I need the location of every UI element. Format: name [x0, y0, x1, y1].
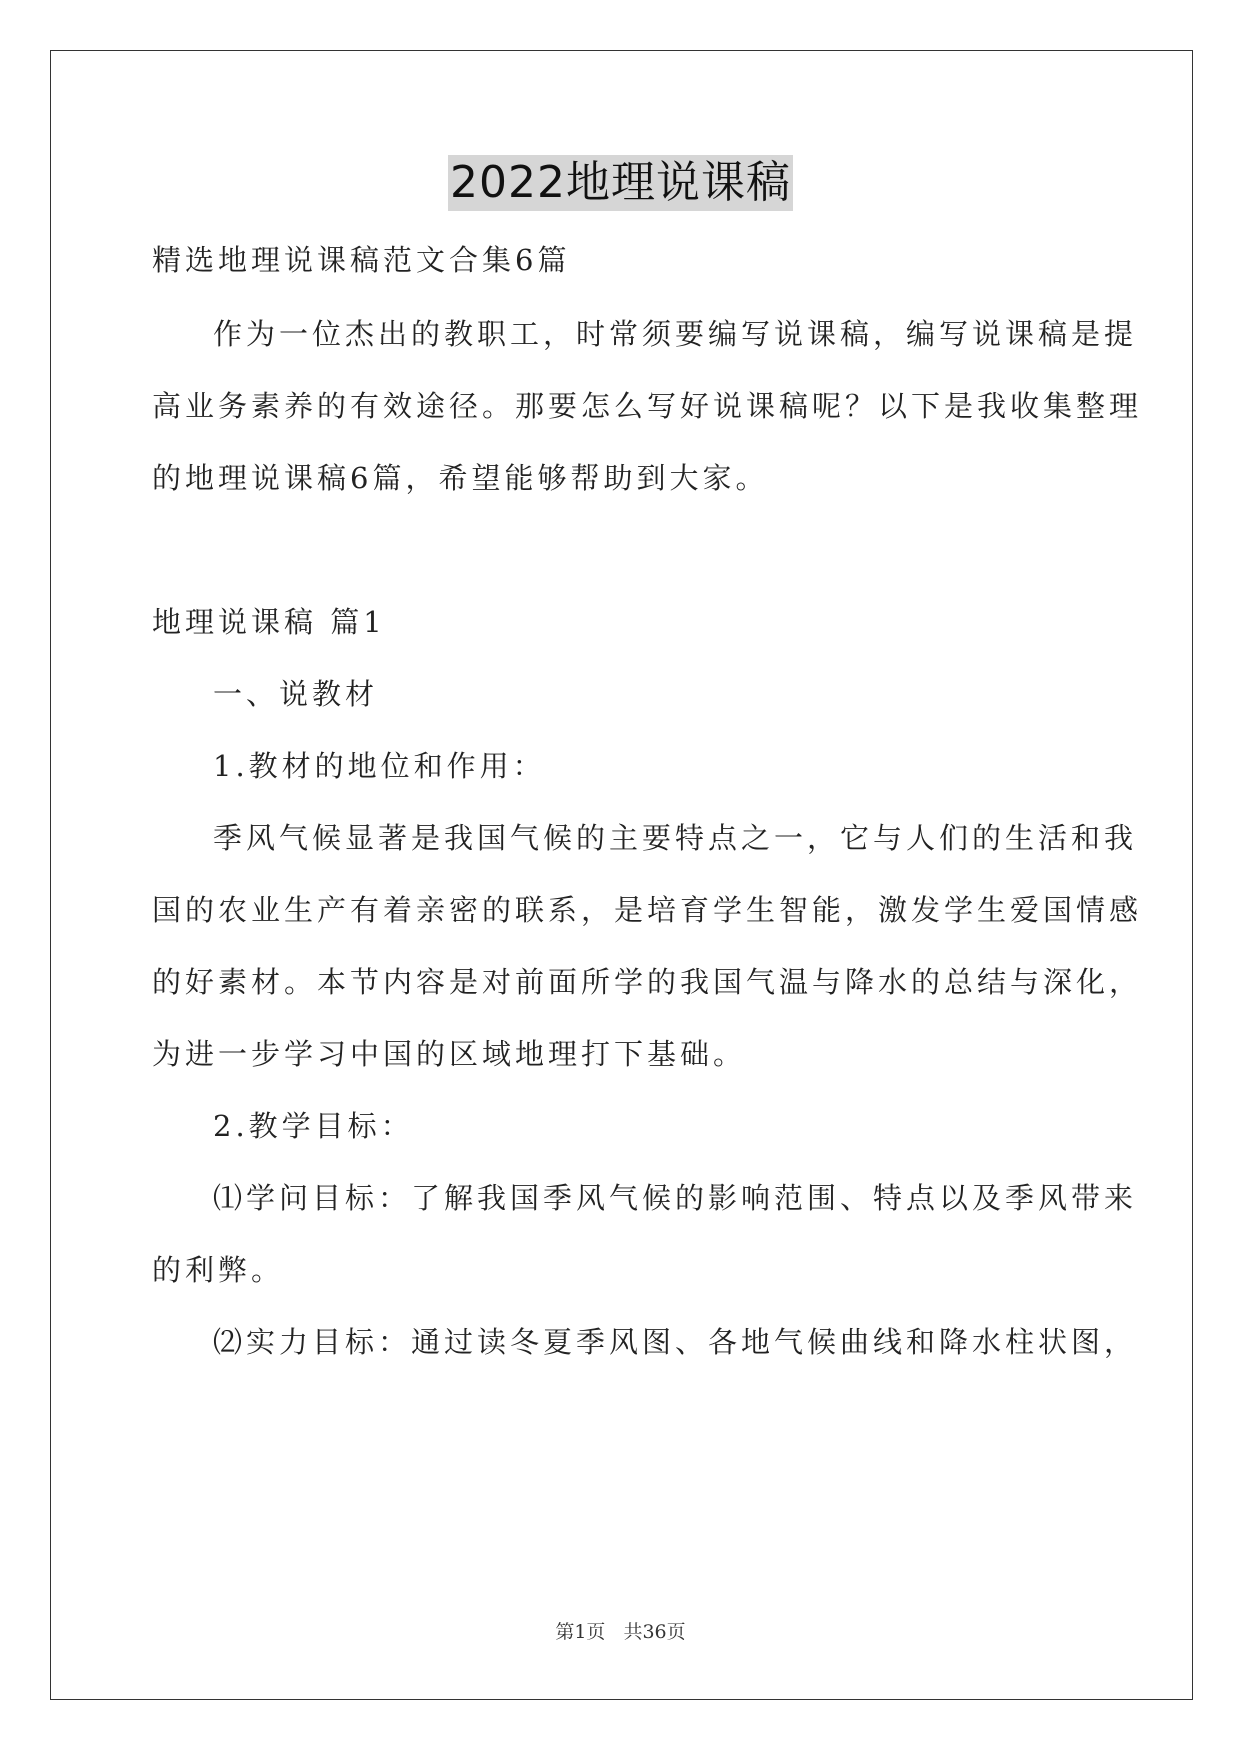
- section-heading: 地理说课稿 篇1: [152, 605, 386, 639]
- paragraph-line: ⑵实力目标：通过读冬夏季风图、各地气候曲线和降水柱状图，: [213, 1325, 1138, 1359]
- document-title: 2022地理说课稿: [448, 155, 793, 211]
- subsection-heading: 一、说教材: [213, 677, 379, 711]
- page-total: 共36页: [623, 1621, 686, 1643]
- page-border: [50, 50, 1193, 1700]
- paragraph-line: 国的农业生产有着亲密的联系，是培育学生智能，激发学生爱国情感: [152, 893, 1143, 927]
- paragraph-line: 季风气候显著是我国气候的主要特点之一，它与人们的生活和我: [213, 821, 1138, 855]
- page-footer: [0, 1617, 1241, 1644]
- paragraph-line: 高业务素养的有效途径。那要怎么写好说课稿呢？以下是我收集整理: [152, 389, 1143, 423]
- document-subtitle: 精选地理说课稿范文合集6篇: [152, 243, 571, 277]
- page-number: 第1页: [555, 1621, 606, 1643]
- paragraph-line: 的好素材。本节内容是对前面所学的我国气温与降水的总结与深化，: [152, 965, 1143, 999]
- item-heading: 2.教学目标：: [213, 1109, 414, 1143]
- title-wrap: [0, 155, 1241, 211]
- paragraph-line: 的利弊。: [152, 1253, 285, 1287]
- paragraph-line: 的地理说课稿6篇，希望能够帮助到大家。: [152, 461, 769, 495]
- paragraph-line: 作为一位杰出的教职工，时常须要编写说课稿，编写说课稿是提: [213, 317, 1138, 351]
- item-heading: 1.教材的地位和作用：: [213, 749, 546, 783]
- paragraph-line: ⑴学问目标：了解我国季风气候的影响范围、特点以及季风带来: [213, 1181, 1138, 1215]
- paragraph-line: 为进一步学习中国的区域地理打下基础。: [152, 1037, 747, 1071]
